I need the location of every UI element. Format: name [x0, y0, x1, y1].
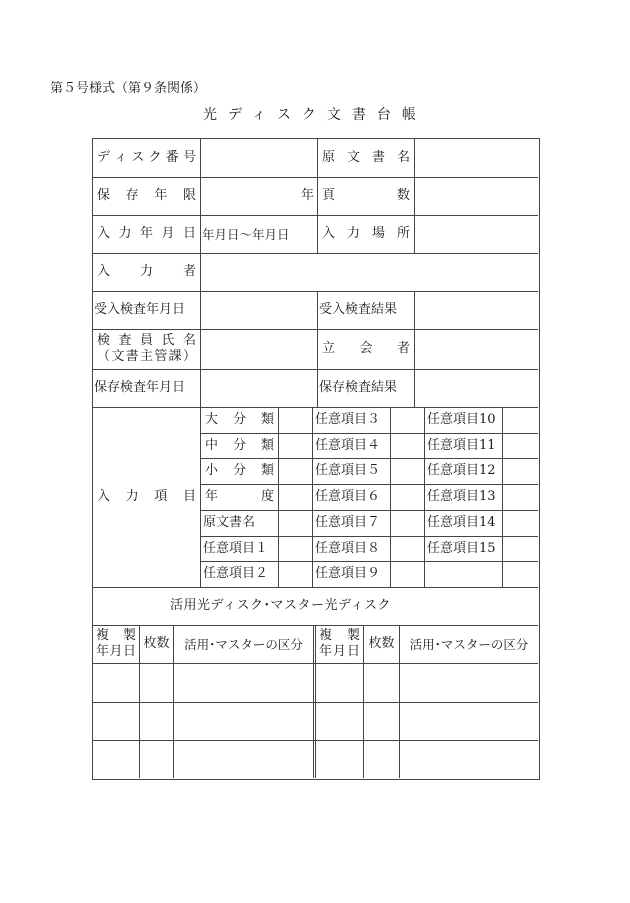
input-item-col3-5: 任意項目14: [427, 515, 496, 531]
input-item-col1-2: 中 分 類: [205, 437, 274, 453]
pages-label: 頁 数: [322, 188, 410, 204]
input-item-col2-2: 任意項目４: [315, 437, 381, 453]
input-item-col2-3: 任意項目５: [315, 463, 381, 479]
input-date-label: 入 力 年 月 日: [97, 226, 196, 242]
retention-years-label: 保 存 年 限: [97, 188, 196, 204]
input-person-label: 入 力 者: [97, 264, 196, 280]
inspector-line1: 検 査 員 氏 名: [97, 332, 196, 348]
input-item-col2-5: 任意項目７: [315, 515, 381, 531]
input-item-col3-4: 任意項目13: [427, 489, 496, 505]
input-item-col1-6: 任意項目１: [203, 540, 269, 556]
count-header-right: 枚数: [368, 636, 395, 652]
input-item-col2-6: 任意項目８: [315, 540, 381, 556]
copy-date-line1: 複 製: [96, 627, 136, 643]
year-unit: 年: [300, 188, 314, 204]
copy-date-header-left: [93, 625, 139, 663]
input-item-col2-1: 任意項目３: [315, 412, 381, 428]
input-item-col3-6: 任意項目15: [427, 540, 496, 556]
classification-header-left: 活用･マスターの区分: [184, 636, 303, 652]
acceptance-date-label: 受入検査年月日: [94, 302, 186, 318]
document-title: 光ディスク文書台帳: [203, 107, 427, 123]
column-line: [200, 253, 201, 291]
input-item-col3-3: 任意項目12: [427, 463, 496, 479]
item-column-line: [390, 407, 391, 587]
input-item-col3-2: 任意項目11: [427, 437, 496, 453]
column-line: [414, 138, 415, 253]
witness-label: 立 会 者: [322, 341, 410, 357]
form-number: 第５号様式（第９条関係）: [50, 81, 207, 96]
classification-header-right: 活用･マスターの区分: [409, 636, 529, 652]
copy-date-line1: 複 製: [319, 627, 360, 643]
copy-date-header-right: [316, 625, 363, 663]
input-item-col1-4: 年 度: [205, 489, 274, 505]
input-item-col2-4: 任意項目６: [315, 489, 381, 505]
inspector-line2: （ 文 書 主 管 課 ）: [97, 349, 196, 364]
usage-section-heading: 活用光ディスク･マスター光ディスク: [170, 598, 391, 614]
count-header-left: 枚数: [143, 636, 170, 652]
input-item-col3-1: 任意項目10: [427, 412, 496, 428]
input-item-col1-5: 原文書名: [203, 515, 256, 531]
input-item-col1-3: 小 分 類: [205, 463, 274, 479]
storage-check-date-label: 保存検査年月日: [94, 380, 186, 396]
item-column-line: [502, 407, 503, 587]
item-column-line: [278, 407, 279, 587]
column-line: [414, 291, 415, 407]
input-place-label: 入 力 場 所: [322, 226, 410, 242]
input-item-col1-1: 大 分 類: [205, 412, 274, 428]
inspector-label: [93, 329, 200, 369]
input-items-label: 入 力 項 目: [97, 489, 196, 505]
copy-date-line2: 年 月 日: [319, 644, 360, 659]
disk-number-label: デ ィ ス ク 番 号: [97, 150, 196, 166]
input-period: 年月日～年月日: [202, 226, 290, 242]
original-name-label: 原 文 書 名: [322, 150, 410, 166]
input-item-col1-7: 任意項目２: [203, 566, 269, 582]
storage-check-result-label: 保存検査結果: [319, 380, 398, 396]
acceptance-result-label: 受入検査結果: [319, 302, 398, 318]
input-item-col2-7: 任意項目９: [315, 566, 381, 582]
copy-date-line2: 年 月 日: [96, 644, 136, 659]
usage-column-line: [313, 625, 314, 778]
